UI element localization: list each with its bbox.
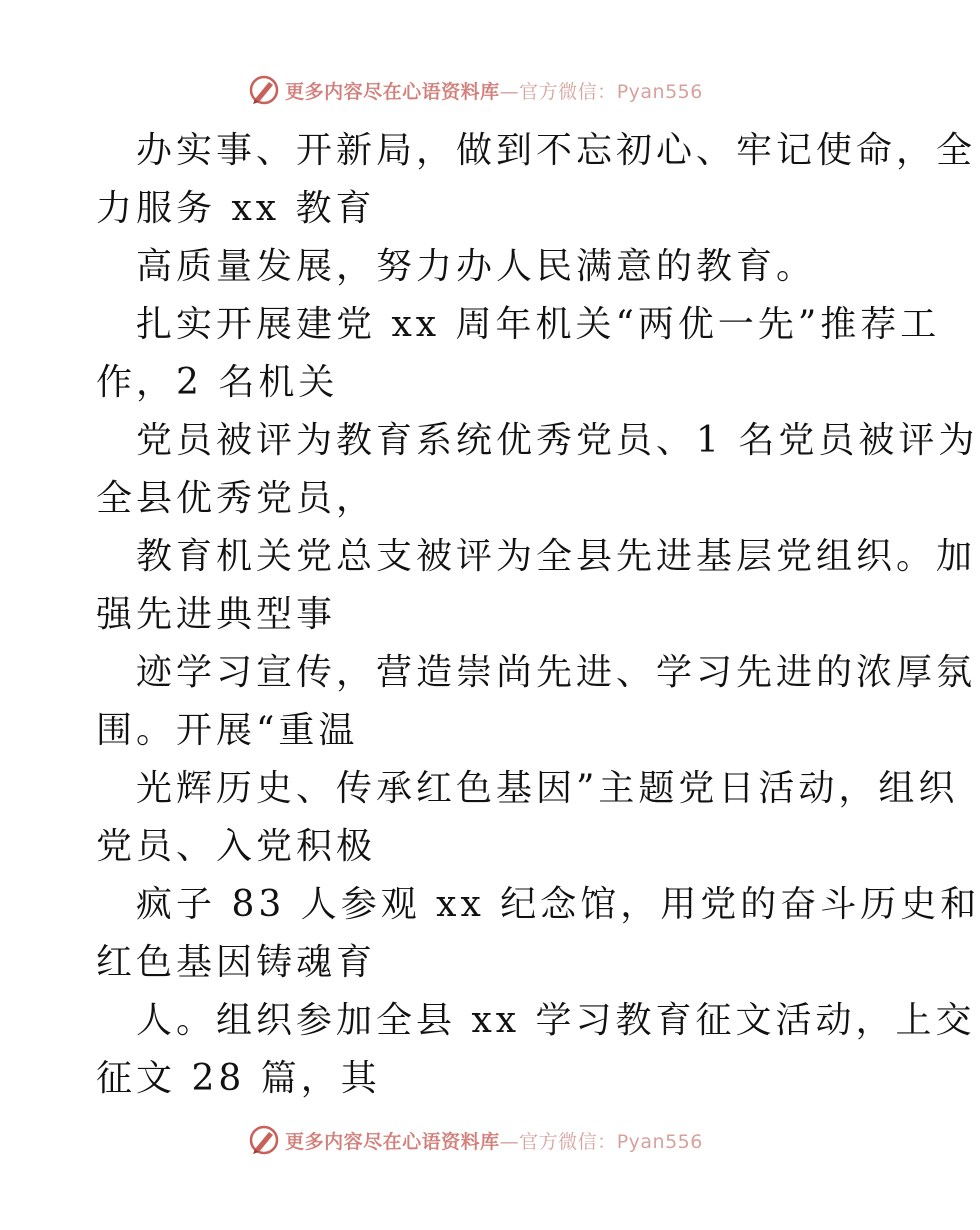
watermark-main: 更多内容尽在心语资料库 <box>285 80 500 103</box>
watermark-account: Pyan556 <box>616 1130 703 1153</box>
body-text-line: 全县优秀党员， <box>96 478 377 519</box>
pen-logo-icon <box>247 73 281 107</box>
watermark-dash: — <box>499 80 520 103</box>
body-text-line: 高质量发展，努力办人民满意的教育。 <box>136 246 817 287</box>
body-text-line: 办实事、开新局，做到不忘初心、牢记使命，全 <box>136 130 977 171</box>
pen-logo-icon <box>247 1123 281 1157</box>
document-body <box>96 122 980 1108</box>
watermark-sub: 官方微信： <box>519 1130 617 1153</box>
body-text-line: 力服务 xx 教育 <box>96 188 376 229</box>
body-text-line: 党员被评为教育系统优秀党员、1 名党员被评为 <box>136 420 979 461</box>
header-watermark <box>0 70 950 110</box>
footer-watermark <box>0 1120 950 1160</box>
body-text-line: 人。组织参加全县 xx 学习教育征文活动，上交 <box>136 1000 976 1041</box>
body-text-line: 红色基因铸魂育 <box>96 942 377 983</box>
watermark-dash: — <box>499 1130 520 1153</box>
watermark-main: 更多内容尽在心语资料库 <box>285 1130 500 1153</box>
body-text-line: 围。开展“重温 <box>96 710 359 751</box>
body-text-line: 征文 28 篇，其 <box>96 1058 381 1099</box>
body-text-line: 扎实开展建党 xx 周年机关“两优一先”推荐工 <box>136 304 941 345</box>
body-text-line: 强先进典型事 <box>96 594 337 635</box>
body-text-line: 光辉历史、传承红色基因”主题党日活动，组织 <box>136 768 959 809</box>
body-text-line: 教育机关党总支被评为全县先进基层党组织。加 <box>136 536 977 577</box>
watermark-sub: 官方微信： <box>519 80 617 103</box>
body-text-line: 党员、入党积极 <box>96 826 377 867</box>
body-text-line: 疯子 83 人参观 xx 纪念馆，用党的奋斗历史和 <box>136 884 980 925</box>
watermark-account: Pyan556 <box>616 80 703 103</box>
watermark-text <box>285 77 703 104</box>
body-text-line: 迹学习宣传，营造崇尚先进、学习先进的浓厚氛 <box>136 652 977 693</box>
body-text-line: 作，2 名机关 <box>96 362 339 403</box>
watermark-text <box>285 1127 703 1154</box>
